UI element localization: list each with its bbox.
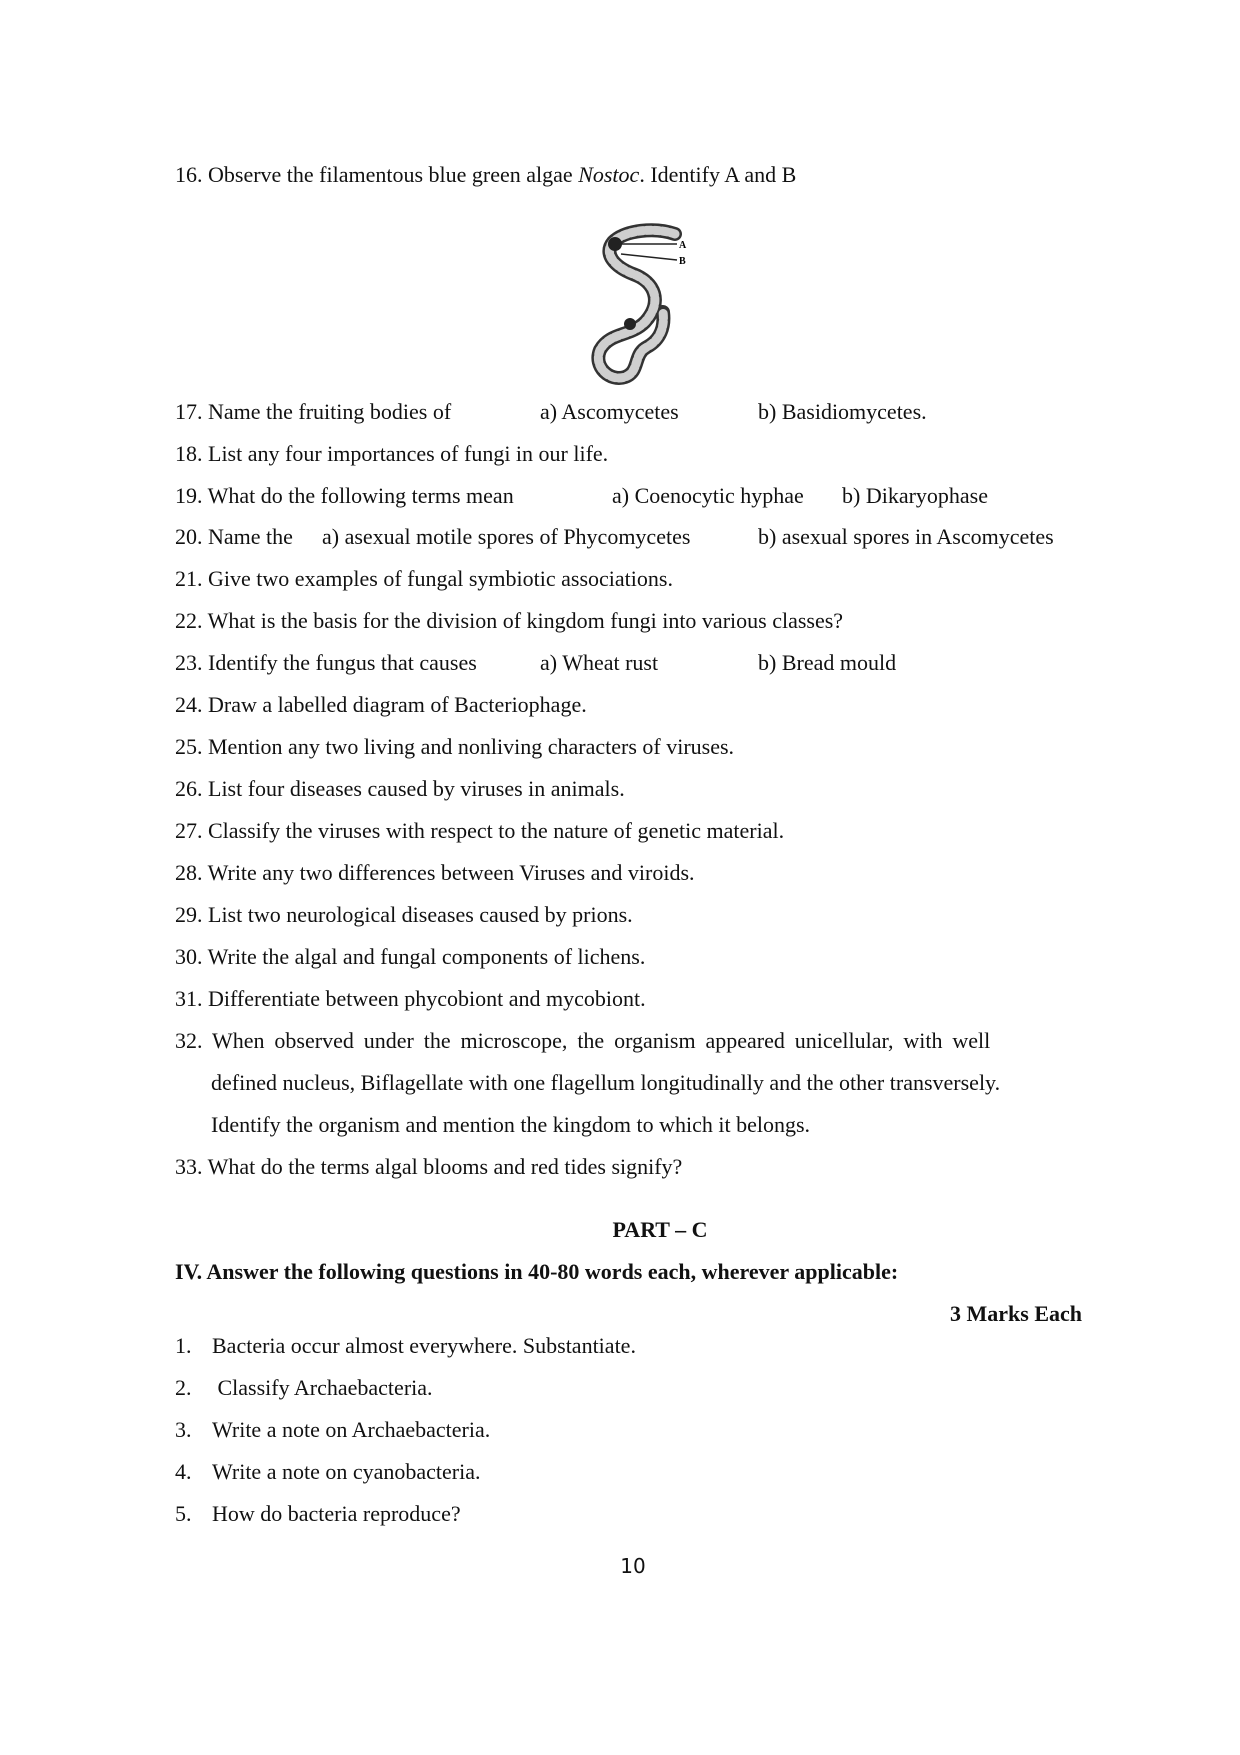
- part-c-item-5: [175, 1503, 461, 1525]
- part-c-item-4: [175, 1461, 480, 1483]
- question-33: 33. What do the terms algal blooms and red tides signify?: [175, 1154, 683, 1179]
- question-32-line-1: 32. When observed under the microscope, the organism appeared unicellular, with well: [175, 1028, 991, 1053]
- question-27: 27. Classify the viruses with respect to the nature of genetic material.: [175, 818, 785, 843]
- question-16-prefix: 16. Observe the filamentous blue green algae: [175, 162, 579, 187]
- part-c-item-2: [175, 1377, 433, 1399]
- part-c-instruction: IV. Answer the following questions in 40-80 words each, wherever applicable:: [175, 1259, 899, 1284]
- question-17-option-b: b) Basidiomycetes.: [758, 399, 927, 424]
- filament-cells: [598, 230, 675, 378]
- question-26: 26. List four diseases caused by viruses in animals.: [175, 776, 625, 801]
- part-c-item-number: 2.: [175, 1375, 192, 1400]
- part-c-item-number: 1.: [175, 1333, 192, 1358]
- question-23-option-b: b) Bread mould: [758, 650, 897, 675]
- question-19-option-a: a) Coenocytic hyphae: [612, 483, 804, 508]
- label-b: B: [679, 256, 686, 267]
- heterocyst: [624, 318, 636, 330]
- part-c-item-number: 4.: [175, 1459, 192, 1484]
- question-22: 22. What is the basis for the division of kingdom fungi into various classes?: [175, 608, 844, 633]
- question-17-option-a: a) Ascomycetes: [540, 399, 679, 424]
- question-17-text: 17. Name the fruiting bodies of: [175, 399, 452, 424]
- question-20-option-b: b) asexual spores in Ascomycetes: [758, 524, 1054, 549]
- question-28: 28. Write any two differences between Viruses and viroids.: [175, 860, 695, 885]
- part-c-item-text: Write a note on Archaebacteria.: [212, 1417, 491, 1442]
- part-c-item-number: 5.: [175, 1501, 192, 1526]
- part-c-title: PART – C: [612, 1217, 708, 1242]
- part-c-item-text: Write a note on cyanobacteria.: [212, 1459, 481, 1484]
- part-c-item-3: [175, 1419, 490, 1441]
- part-c-item-text: How do bacteria reproduce?: [212, 1501, 461, 1526]
- part-c-item-text: Bacteria occur almost everywhere. Substantiate.: [212, 1333, 636, 1358]
- question-18: 18. List any four importances of fungi in our life.: [175, 441, 609, 466]
- page-number: 10: [620, 1554, 646, 1578]
- question-29: 29. List two neurological diseases caused by prions.: [175, 902, 633, 927]
- question-16-suffix: . Identify A and B: [639, 162, 797, 187]
- nostoc-diagram: [585, 222, 695, 392]
- part-c-item-number: 3.: [175, 1417, 192, 1442]
- part-c-item-1: [175, 1335, 636, 1357]
- question-20-option-a: a) asexual motile spores of Phycomycetes: [322, 524, 691, 549]
- question-19-option-b: b) Dikaryophase: [842, 483, 989, 508]
- question-32-line-2: defined nucleus, Biflagellate with one flagellum longitudinally and the other transversely.: [211, 1070, 1001, 1095]
- part-c-item-text: Classify Archaebacteria.: [212, 1375, 433, 1400]
- question-32-line-3: Identify the organism and mention the kingdom to which it belongs.: [211, 1112, 811, 1137]
- question-24: 24. Draw a labelled diagram of Bacteriophage.: [175, 692, 587, 717]
- question-16: [175, 164, 796, 186]
- question-20: 20. Name the: [175, 524, 293, 549]
- question-23: 23. Identify the fungus that causes: [175, 650, 477, 675]
- marks-label: 3 Marks Each: [950, 1301, 1082, 1326]
- question-17: [175, 401, 451, 423]
- heterocyst-a: [608, 237, 622, 251]
- question-21: 21. Give two examples of fungal symbiotic associations.: [175, 566, 673, 591]
- question-23-option-a: a) Wheat rust: [540, 650, 659, 675]
- question-19: 19. What do the following terms mean: [175, 483, 514, 508]
- question-16-italic: Nostoc: [578, 162, 640, 187]
- question-25: 25. Mention any two living and nonliving characters of viruses.: [175, 734, 735, 759]
- label-a: A: [679, 240, 687, 251]
- question-30: 30. Write the algal and fungal components of lichens.: [175, 944, 646, 969]
- label-line-b: [621, 254, 677, 260]
- question-31: 31. Differentiate between phycobiont and mycobiont.: [175, 986, 646, 1011]
